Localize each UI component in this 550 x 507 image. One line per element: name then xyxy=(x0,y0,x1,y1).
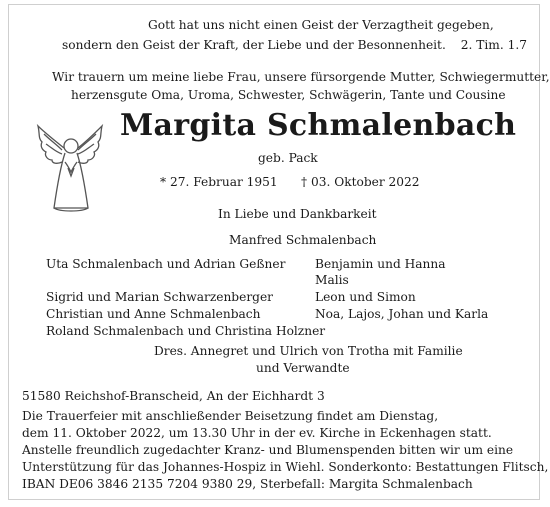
footer-line-3: Anstelle freundlich zugedachter Kranz- und Blumenspenden bitten wir um eine xyxy=(22,443,514,457)
footer-line-2: dem 11. Oktober 2022, um 13.30 Uhr in der ev. Kirche in Eckenhagen statt. xyxy=(22,426,492,440)
mourner-right-3: Leon und Simon xyxy=(315,290,416,304)
verse-line-1: Gott hat uns nicht einen Geist der Verzagtheit gegeben, xyxy=(148,18,494,32)
birth-date: * 27. Februar 1951 xyxy=(160,175,278,189)
verse-reference: 2. Tim. 1.7 xyxy=(460,38,527,52)
footer-line-4: Unterstützung für das Johannes-Hospiz in Wiehl. Sonderkonto: Bestattungen Flitsch, xyxy=(22,460,549,474)
deceased-name: Margita Schmalenbach xyxy=(120,108,517,143)
mourners-extra-2: und Verwandte xyxy=(256,361,350,375)
intro-line-1: Wir trauern um meine liebe Frau, unsere fürsorgende Mutter, Schwiegermutter, xyxy=(52,70,550,84)
verse-line-2: sondern den Geist der Kraft, der Liebe und der Besonnenheit. xyxy=(62,38,446,52)
mourner-left-1: Uta Schmalenbach und Adrian Geßner xyxy=(46,257,286,271)
mourner-right-1: Benjamin und Hanna xyxy=(315,257,446,271)
footer-line-1: Die Trauerfeier mit anschließender Beisetzung findet am Dienstag, xyxy=(22,409,439,423)
mourner-right-4: Noa, Lajos, Johan und Karla xyxy=(315,307,489,321)
mourner-right-2: Malis xyxy=(315,273,349,287)
death-date: † 03. Oktober 2022 xyxy=(301,175,420,189)
footer-line-5: IBAN DE06 3846 2135 7204 9380 29, Sterbefall: Margita Schmalenbach xyxy=(22,477,473,491)
spouse-name: Manfred Schmalenbach xyxy=(229,233,377,247)
mourners-heading: In Liebe und Dankbarkeit xyxy=(218,207,377,221)
mourner-left-2: Sigrid und Marian Schwarzenberger xyxy=(46,290,273,304)
address: 51580 Reichshof-Branscheid, An der Eichhardt 3 xyxy=(22,389,325,403)
mourners-extra-1: Dres. Annegret und Ulrich von Trotha mit Familie xyxy=(154,344,463,358)
maiden-name: geb. Pack xyxy=(258,151,318,165)
angel-icon xyxy=(34,120,106,216)
mourner-left-3: Christian und Anne Schmalenbach xyxy=(46,307,261,321)
mourner-left-4: Roland Schmalenbach und Christina Holzner xyxy=(46,324,326,338)
intro-line-2: herzensgute Oma, Uroma, Schwester, Schwägerin, Tante und Cousine xyxy=(71,88,506,102)
